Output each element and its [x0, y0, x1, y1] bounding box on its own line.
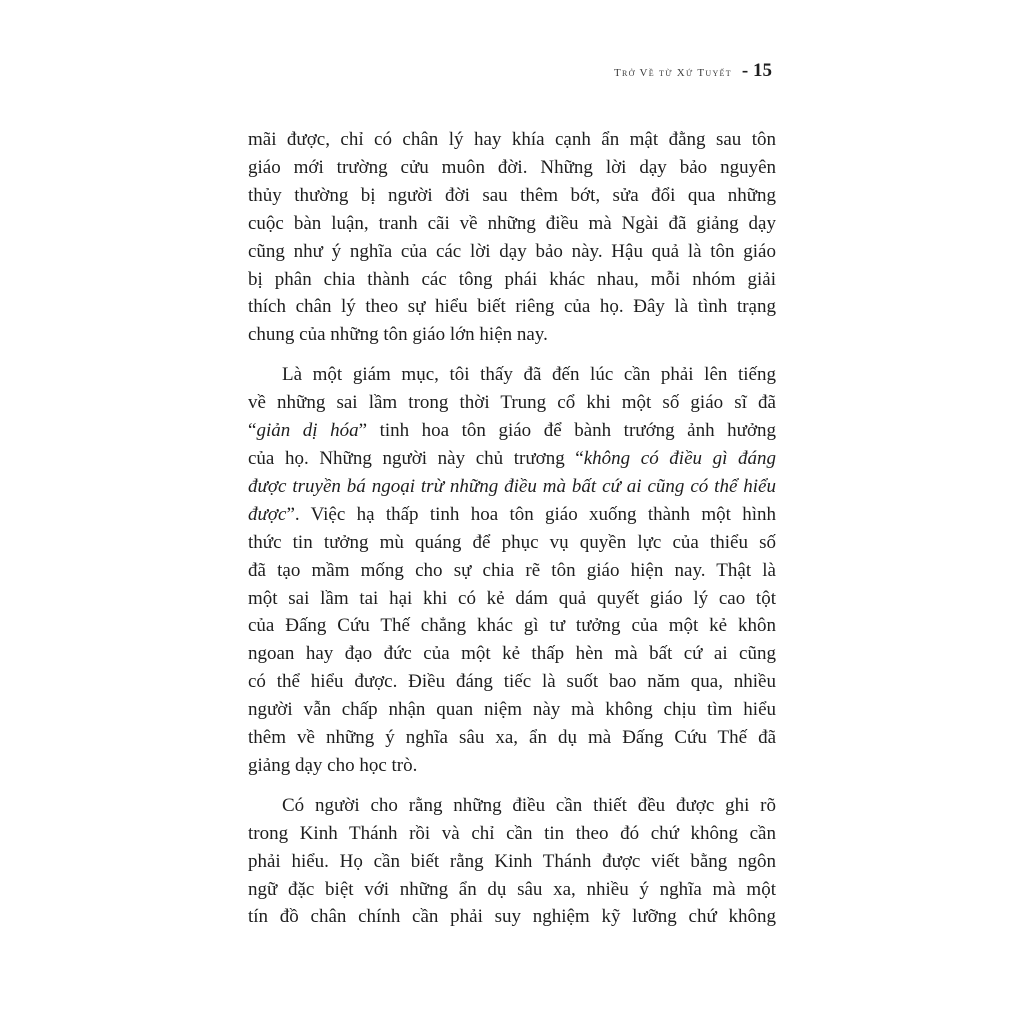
text-line: về những sai lầm trong thời Trung cổ khi một số giáo sĩ đã [248, 392, 776, 414]
italic-phrase: không có điều gì đáng [583, 447, 777, 469]
text-line: thêm về những ý nghĩa sâu xa, ẩn dụ mà Đấng Cứu Thế đã [248, 727, 776, 749]
quote-open: “ [248, 420, 257, 442]
text-line: của Đấng Cứu Thế chẳng khác gì tư tưởng của một kẻ khôn [248, 615, 776, 637]
text-line: trong Kinh Thánh rồi và chỉ cần tin theo đó chứ không cần [248, 822, 776, 844]
page-number-value: 15 [753, 60, 772, 81]
text-line: bị phân chia thành các tông phái khác nhau, mỗi nhóm giải [248, 268, 776, 290]
text-line: thức tin tưởng mù quáng để phục vụ quyền lực của thiểu số [248, 531, 776, 553]
text-line: ngữ đặc biệt với những ẩn dụ sâu xa, nhiều ý nghĩa mà một [248, 878, 776, 900]
text-line: thích chân lý theo sự hiểu biết riêng của họ. Đây là tình trạng [248, 296, 776, 318]
text-line: phải hiểu. Họ cần biết rằng Kinh Thánh được viết bằng ngôn [248, 850, 776, 872]
text-line [248, 417, 776, 445]
italic-phrase: được [248, 503, 287, 525]
page-number [742, 60, 772, 82]
italic-phrase: giản dị hóa [256, 420, 359, 442]
paragraph-1 [248, 126, 776, 349]
text-line: cũng như ý nghĩa của các lời dạy bảo này. Hậu quả là tôn giáo [248, 240, 776, 262]
page-number-separator: - [741, 60, 749, 81]
text-line: chung của những tôn giáo lớn hiện nay. [248, 324, 548, 346]
text-line: cuộc bàn luận, tranh cãi về những điều mà Ngài đã giảng dạy [248, 212, 776, 234]
running-head [614, 60, 772, 82]
text-line: có thể hiểu được. Điều đáng tiếc là suốt bao năm qua, nhiều [248, 671, 776, 693]
text-line: giáo mới trường cửu muôn đời. Những lời dạy bảo nguyên [248, 156, 776, 178]
text-line: người vẫn chấp nhận quan niệm này mà không chịu tìm hiểu [248, 699, 776, 721]
paragraph-3 [248, 792, 776, 932]
text-line: thủy thường bị người đời sau thêm bớt, sửa đổi qua những [248, 184, 776, 206]
text-run: ”. Việc hạ thấp tinh hoa tôn giáo xuống thành một hình [286, 503, 776, 525]
text-line: tín đồ chân chính cần phải suy nghiệm kỹ lưỡng chứ không [248, 906, 776, 928]
text-run: ” tinh hoa tôn giáo để bành trướng ảnh hưởng [358, 420, 777, 442]
paragraph-spacer [248, 349, 776, 361]
text-line: ngoan hay đạo đức của một kẻ thấp hèn mà bất cứ ai cũng [248, 643, 776, 665]
text-run: của họ. Những người này chủ trương “ [248, 447, 584, 469]
text-line [248, 501, 776, 529]
body-text [248, 126, 776, 931]
italic-phrase: được truyền bá ngoại trừ những điều mà bất cứ ai cũng có thể hiểu [248, 475, 776, 497]
text-line [248, 445, 776, 473]
text-line: một sai lầm tai hại khi có kẻ dám quả quyết giáo lý cao tột [248, 587, 776, 609]
running-title: Trở Về từ Xứ Tuyết [613, 67, 732, 79]
text-line [248, 473, 776, 501]
paragraph-2 [248, 361, 776, 780]
paragraph-spacer [248, 780, 776, 792]
text-line: mãi được, chỉ có chân lý hay khía cạnh ẩn mật đằng sau tôn [248, 129, 776, 150]
text-line: đã tạo mầm mống cho sự chia rẽ tôn giáo hiện nay. Thật là [248, 559, 776, 581]
text-line: Là một giám mục, tôi thấy đã đến lúc cần phải lên tiếng [282, 364, 776, 386]
text-line: giảng dạy cho học trò. [248, 754, 418, 776]
text-line: Có người cho rằng những điều cần thiết đều được ghi rõ [282, 794, 776, 816]
